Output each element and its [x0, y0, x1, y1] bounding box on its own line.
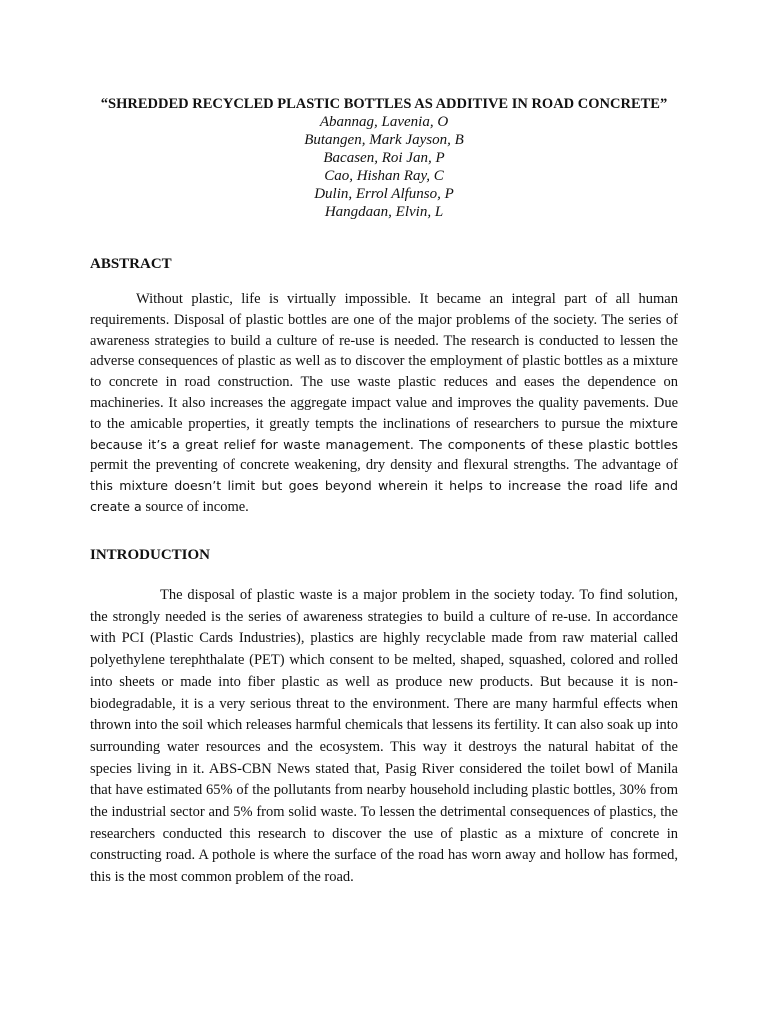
author: Cao, Hishan Ray, C: [324, 168, 444, 184]
introduction-heading: INTRODUCTION: [90, 547, 211, 563]
abstract-text-part: source of income.: [141, 498, 249, 515]
abstract-heading: ABSTRACT: [90, 256, 172, 272]
paper-title: “SHREDDED RECYCLED PLASTIC BOTTLES AS ADDITIVE IN ROAD CONCRETE”: [100, 96, 668, 112]
author: Abannag, Lavenia, O: [319, 114, 449, 130]
introduction-paragraph: The disposal of plastic waste is a major problem in the society today. To find solution, the strongly needed is the series of awareness strategies to build a culture of re-use. In accordance with PCI (Plastic Cards Industries), plastics are highly recyclable made from raw material called polyethylene terephthalate (PET) which consent to be melted, shaped, squashed, colored and rolled into sheets or made into fiber plastic as well as produce new products. But because it is non-biodegradable, it is a very serious threat to the environment. There are many harmful effects when thrown into the soil which releases harmful chemicals that lessens its fertility. It can also soak up into surrounding water resources and the ecosystem. This way it destroys the natural habitat of the species living in it. ABS-CBN News stated that, Pasig River considered the toilet bowl of Manila that have estimated 65% of the pollutants from nearby household including plastic bottles, 30% from the industrial sector and 5% from solid waste. To lessen the detrimental consequences of plastics, the researchers conducted this research to discover the use of plastic as a mixture of concrete in constructing road. A pothole is where the surface of the road has worn away and hollow has formed, this is the most common problem of the road.: [90, 587, 678, 886]
author-list: [90, 113, 678, 221]
author: Dulin, Errol Alfunso, P: [314, 186, 454, 202]
abstract-text-part: permit the preventing of concrete weakening, dry density and flexural strengths. The advantage of: [90, 457, 678, 474]
abstract-paragraph: [90, 289, 678, 518]
author: Bacasen, Roi Jan, P: [323, 150, 445, 166]
title-block: [90, 95, 678, 221]
abstract-text-part: mixture because it’s a great relief for waste management. The components of these plastic bottles: [90, 415, 678, 452]
abstract-text-part: Without plastic, life is virtually impossible. It became an integral part of all human requirements. Disposal of plastic bottles are one of the major problems of the society. The series of awareness strategies to build a culture of re-use is needed. The research is conducted to lessen the adverse consequences of plastic as well as to discover the employment of plastic bottles as a mixture to concrete in road construction. The use waste plastic reduces and eases the dependence on machineries. It also increases the aggregate impact value and improves the quality pavements. Due to the amicable properties, it greatly tempts the inclinations of researchers to pursue the: [90, 291, 678, 432]
abstract-text-part: this mixture doesn’t limit but goes beyond wherein it helps to increase the road life and create a: [90, 478, 678, 514]
author: Butangen, Mark Jayson, B: [304, 132, 464, 148]
author: Hangdaan, Elvin, L: [324, 204, 444, 220]
